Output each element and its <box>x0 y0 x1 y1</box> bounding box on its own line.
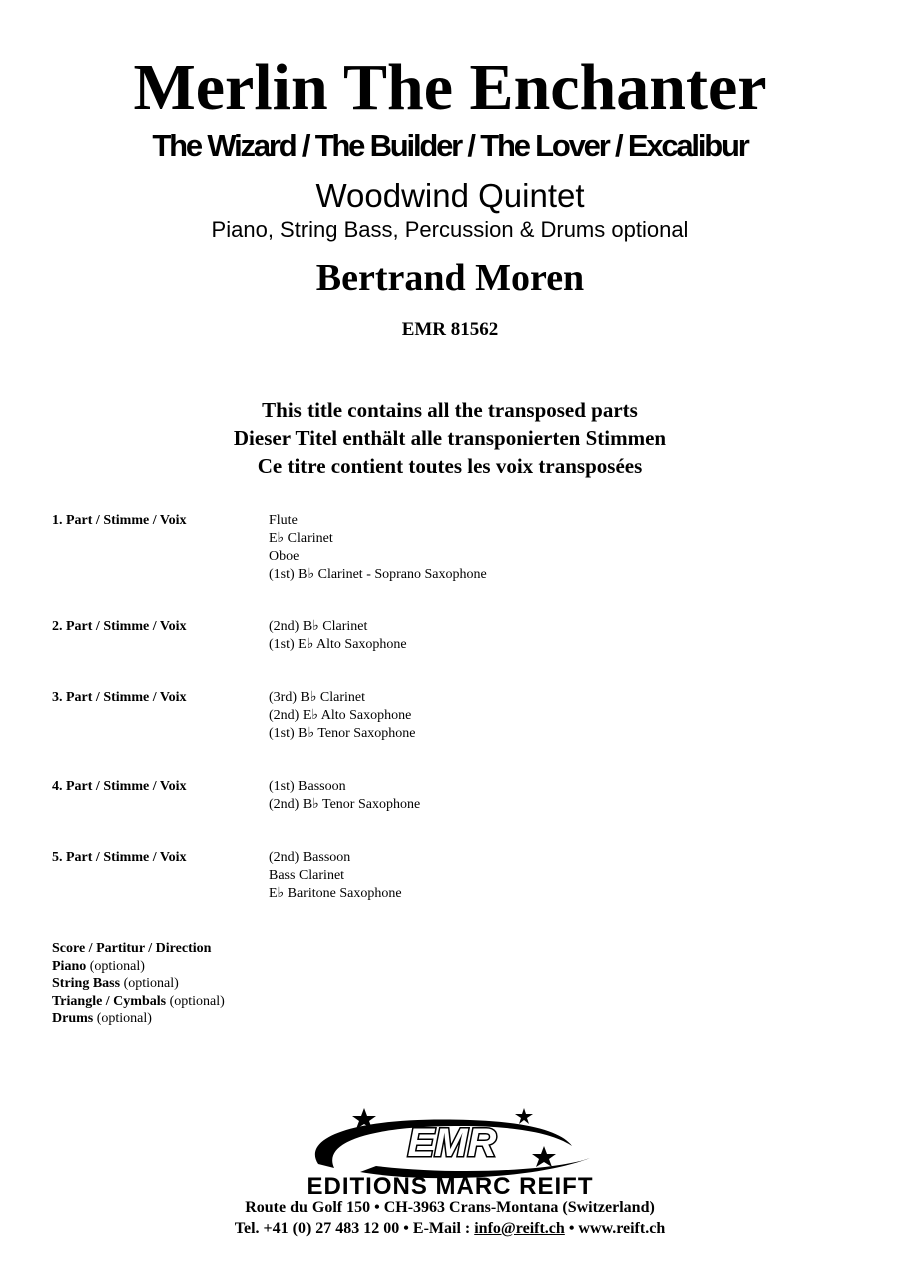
website-text: • www.reift.ch <box>564 1220 666 1237</box>
piano-line <box>52 958 225 976</box>
drums-label: Drums <box>52 1011 94 1026</box>
instrument: Bass Clarinet <box>269 868 345 883</box>
ensemble: Woodwind Quintet <box>315 177 585 214</box>
catalog-number: EMR 81562 <box>401 319 499 340</box>
piano-note: (optional) <box>89 958 145 974</box>
star-icon <box>532 1146 556 1167</box>
instrument: Oboe <box>269 549 300 564</box>
notice-english: This title contains all the transposed parts <box>262 398 638 422</box>
part-5-label: 5. Part / Stimme / Voix <box>52 850 187 865</box>
part-5-instruments <box>269 849 402 903</box>
drums-line <box>52 1010 225 1028</box>
title: Merlin The Enchanter <box>133 51 767 124</box>
instrument: E♭ Baritone Saxophone <box>269 886 402 901</box>
part-2-label: 2. Part / Stimme / Voix <box>52 619 187 634</box>
part-4-instruments <box>269 778 420 814</box>
instrument: (2nd) B♭ Clarinet <box>269 619 368 634</box>
part-4-label: 4. Part / Stimme / Voix <box>52 779 187 794</box>
instrument: (3rd) B♭ Clarinet <box>269 690 366 705</box>
instrument: (1st) Bassoon <box>269 779 346 794</box>
triangle-cymbals-label: Triangle / Cymbals <box>52 993 167 1009</box>
notice-german: Dieser Titel enthält alle transponierten Stimmen <box>233 426 667 450</box>
additional-parts <box>52 940 225 1028</box>
instrument: (1st) E♭ Alto Saxophone <box>269 637 407 652</box>
publisher-name: EDITIONS MARC REIFT <box>306 1173 594 1200</box>
instrument: (2nd) E♭ Alto Saxophone <box>269 708 412 723</box>
part-2-instruments <box>269 618 407 654</box>
string-bass-label: String Bass <box>52 976 121 991</box>
instrument: Flute <box>269 513 298 528</box>
phone-text: Tel. +41 (0) 27 483 12 00 • E-Mail : <box>234 1220 475 1237</box>
score-line <box>52 940 225 958</box>
instrument: (2nd) Bassoon <box>269 850 351 865</box>
piano-label: Piano <box>52 958 87 974</box>
part-1-instruments <box>269 512 487 584</box>
star-icon <box>515 1108 533 1124</box>
part-3-instruments <box>269 689 416 743</box>
instrument: (2nd) B♭ Tenor Saxophone <box>269 797 421 812</box>
notice-french: Ce titre contient toutes les voix transposées <box>257 454 643 478</box>
publisher-address: Route du Golf 150 • CH-3963 Crans-Montana (Switzerland) <box>245 1199 655 1216</box>
optional-instruments: Piano, String Bass, Percussion & Drums optional <box>211 217 689 242</box>
instrument: (1st) B♭ Clarinet - Soprano Saxophone <box>269 567 487 582</box>
instrument: (1st) B♭ Tenor Saxophone <box>269 726 416 741</box>
drums-note: (optional) <box>96 1011 152 1026</box>
triangle-cymbals-note: (optional) <box>169 993 225 1009</box>
instrument: E♭ Clarinet <box>269 531 333 546</box>
composer: Bertrand Moren <box>315 257 585 299</box>
logo-text: EMR <box>407 1121 497 1165</box>
score-label: Score / Partitur / Direction <box>52 941 212 956</box>
publisher-contact <box>0 1219 900 1239</box>
string-bass-line <box>52 975 225 993</box>
email-link[interactable]: info@reift.ch <box>474 1220 565 1237</box>
triangle-cymbals-line <box>52 993 225 1011</box>
subtitle: The Wizard / The Builder / The Lover / Excalibur <box>152 128 748 163</box>
string-bass-note: (optional) <box>123 976 179 991</box>
part-3-label: 3. Part / Stimme / Voix <box>52 690 187 705</box>
part-1-label: 1. Part / Stimme / Voix <box>52 513 187 528</box>
